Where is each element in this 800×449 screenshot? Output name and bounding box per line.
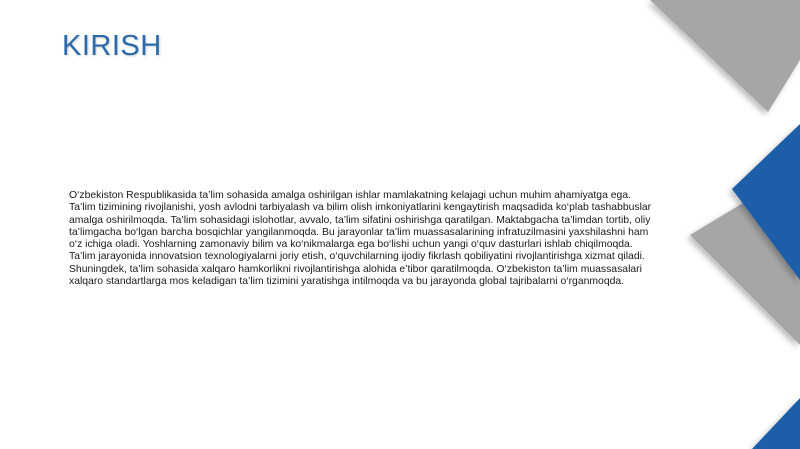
- body-paragraph: [69, 190, 729, 288]
- paragraph-line: amalga oshirilmoqda. Ta’lim sohasidagi islohotlar, avvalo, ta’lim sifatini oshirishga qaratilgan. Maktabgacha ta’limdan tortib, oliy: [69, 214, 651, 226]
- paragraph-line: xalqaro standartlarga mos keladigan ta’lim tizimini yaratishga intilmoqda va bu jarayonda global tajribalarni o‘rganmoqda.: [69, 276, 625, 288]
- gray-shape-top: [650, 0, 800, 112]
- paragraph-line: Shuningdek, ta’lim sohasida xalqaro hamkorlikni rivojlantirishga alohida e’tibor qaratilmoqda. O‘zbekiston ta’lim muassasalari: [69, 263, 642, 275]
- paragraph-line: ta’limgacha bo‘lgan barcha bosqichlar yangilanmoqda. Bu jarayonlar ta’lim muassasalarining infratuzilmasini yaxshilashni ham: [69, 226, 649, 238]
- paragraph-line: o‘z ichiga oladi. Yoshlarning zamonaviy bilim va ko‘nikmalarga ega bo‘lishi uchun yangi o‘quv dasturlari ishlab chiqilmoqda.: [69, 239, 633, 251]
- paragraph-line: Ta’lim jarayonida innovatsion texnologiyalarni joriy etish, o‘quvchilarning ijodiy fikrlash qobiliyatini rivojlantirishga xizmat qiladi.: [69, 251, 645, 263]
- paragraph-line: O‘zbekiston Respublikasida ta’lim sohasida amalga oshirilgan ishlar mamlakatning kelajagi uchun muhim ahamiyatga ega.: [69, 190, 631, 201]
- blue-shape-bottom: [752, 398, 800, 449]
- blue-shape-middle: [732, 124, 800, 280]
- paragraph-line: Ta’lim tizimining rivojlanishi, yosh avlodni tarbiyalash va bilim olish imkoniyatlarini kengaytirish maqsadida ko‘plab tashabbuslar: [69, 202, 652, 214]
- slide-title: KIRISH: [62, 30, 162, 62]
